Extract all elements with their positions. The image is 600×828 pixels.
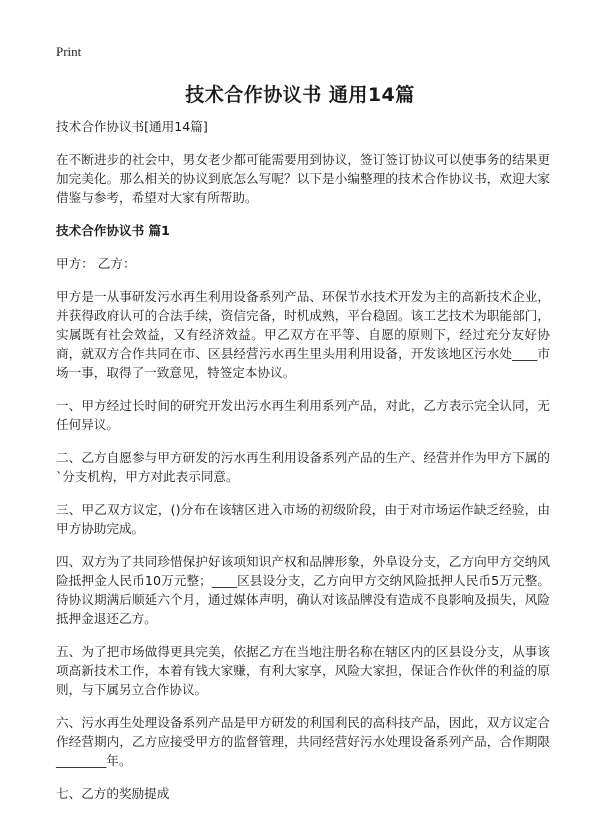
clause-paragraph: 五、为了把市场做得更具完美，依据乙方在当地注册名称在辖区内的区县设分支，从事该项高新技术工作，本着有钱大家赚，有利大家享，风险大家担，保证合作伙伴的利益的原则，与下属另立合作协议。 [56, 644, 550, 697]
document-body [56, 117, 550, 817]
clause-paragraph: 一、甲方经过长时间的研究开发出污水再生利用系列产品，对此，乙方表示完全认同，无任何异议。 [56, 398, 550, 432]
document-subtitle: 技术合作协议书[通用14篇] [56, 119, 208, 134]
parties-line: 甲方： 乙方： [56, 256, 136, 271]
document-title: 技术合作协议书 通用14篇 [185, 84, 415, 106]
intro-paragraph: 在不断进步的社会中，男女老少都可能需要用到协议，签订签订协议可以使事务的结果更加完美化。那么相关的协议到底怎么写呢？以下是小编整理的技术合作协议书，欢迎大家借鉴与参考，希望对大家有所帮助。 [56, 152, 550, 205]
clause-paragraph: 六、污水再生处理设备系列产品是甲方研发的利国利民的高科技产品，因此，双方议定合作经营期内，乙方应接受甲方的监督管理，共同经营好污水处理设备系列产品，合作期限________年。 [56, 715, 550, 768]
clause-paragraph: 七、乙方的奖励提成 [56, 786, 170, 801]
clause-paragraph: 四、双方为了共同珍惜保护好该项知识产权和品牌形象，外阜设分支，乙方向甲方交纳风险抵押金人民币10万元整；____区县设分支，乙方向甲方交纳风险抵押人民币5万元整。待协议期满后顺延六个月，通过媒体声明，确认对该品牌没有造成不良影响及损失，风险抵押金退还乙方。 [56, 554, 550, 626]
print-label: Print [56, 44, 82, 59]
section-heading: 技术合作协议书 篇1 [56, 223, 170, 238]
clause-paragraph: 三、甲乙双方议定，()分布在该辖区进入市场的初级阶段，由于对市场运作缺乏经验，由甲方协助完成。 [56, 502, 550, 536]
clause-paragraph: 二、乙方自愿参与甲方研发的污水再生利用设备系列产品的生产、经营并作为甲方下属的`分支机构，甲方对此表示同意。 [56, 450, 550, 484]
body-paragraph: 甲方是一从事研发污水再生利用设备系列产品、环保节水技术开发为主的高新技术企业，并获得政府认可的合法手续，资信完备，时机成熟，平台稳固。该工艺技术为职能部门，实属既有社会效益，又有经济效益。甲乙双方在平等、自愿的原则下，经过充分友好协商，就双方合作共同在市、区县经营污水再生里头用利用设备，开发该地区污水处____市场一事，取得了一致意见，特签定本协议。 [56, 289, 550, 380]
